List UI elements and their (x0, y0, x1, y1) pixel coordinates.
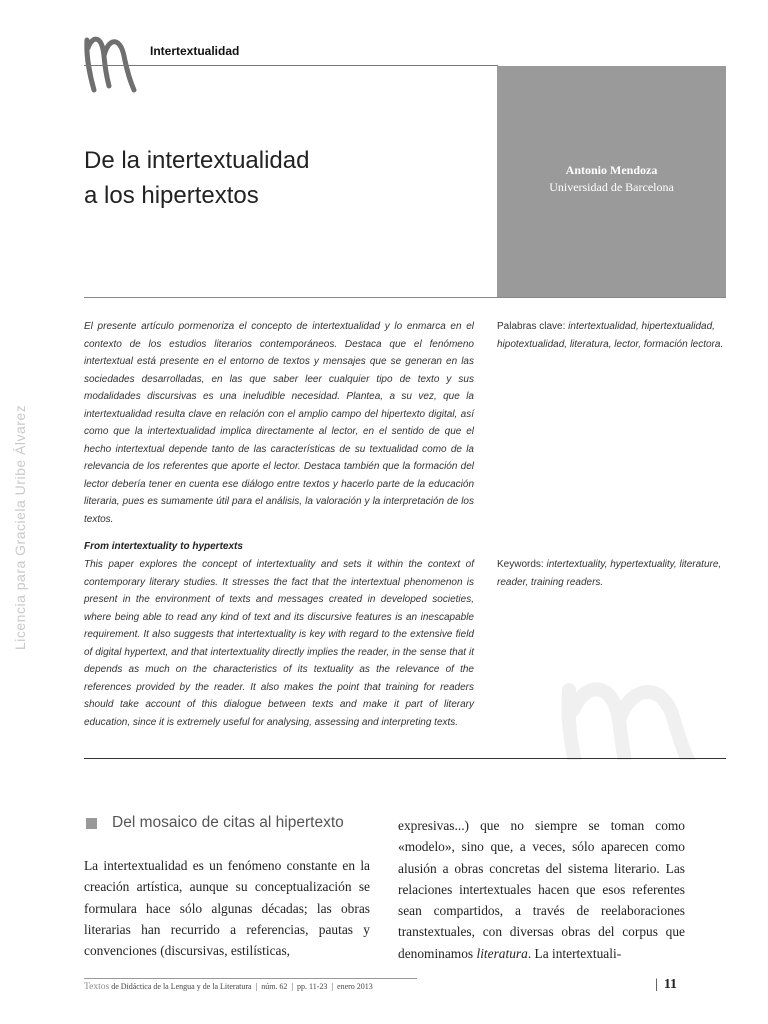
journal-name: Textos (84, 982, 110, 992)
keywords-terms: intertextualidad, hipertextualidad, hipotextualidad, literatura, lector, formación lectora. (497, 321, 724, 350)
abstract-rule (84, 758, 726, 759)
abstract-english: This paper explores the concept of intertextuality and sets it within the context of contemporary literary studies. It stresses the fact that the intertextual phenomenon is present in the environment of texts and messages created in developed societies, where being able to read any kind of text and its discursive features is an inescapable requirement. It also suggests that intertextuality is key with regard to the extensive field of digital hypertext, and that intertextuality directly implies the reader, in the sense that it depends as much on the characteristics of its textuality as the relevance of the references provided by the reader. It also makes the point that training for readers should take account of this dialogue between texts and make it part of literary education, since it is extremely useful for analysing, assessing and interpreting texts. (84, 559, 474, 728)
body-column-right (398, 815, 685, 964)
page-range: pp. 11-23 (297, 982, 328, 991)
abstract-spanish: El presente artículo pormenoriza el concepto de intertextualidad y lo enmarca en el contexto de los estudios literarios contemporáneos. Destaca que el fenómeno intertextual está presente en el entorno de textos y mensajes que se generan en las sociedades desarrolladas, en las que saber leer cualquier tipo de texto y sus modalidades discursivas es una ineludible necesidad. Plantea, a su vez, que la intertextualidad resulta clave en relación con el amplio campo del hipertexto digital, así como que la intertextualidad implica directamente al lector, en el sentido de que el hecho intertextual depende tanto de las características de su textualidad como de la relevancia de los referentes que aporte el lector. Destaca también que la formación del lector debería tener en cuenta ese diálogo entre textos y hacerlo parte de la educación literaria, pues es sumamente útil para el análisis, la valoración y la interpretación de los textos. (84, 321, 474, 525)
footer-sep: | (289, 982, 296, 991)
keywords-label: Palabras clave: (497, 321, 566, 332)
page-number: | 11 (655, 977, 678, 992)
author-name: Antonio Mendoza (565, 163, 658, 177)
title-line-1: De la intertextualidad (84, 147, 310, 174)
section-bullet-square (86, 818, 97, 829)
footer-sep: | (253, 982, 260, 991)
keywords-label: Keywords: (497, 559, 544, 570)
section-logo-m (80, 26, 142, 98)
keywords-english (497, 556, 726, 591)
license-watermark: Licencia para Graciela Uribe Álvarez (12, 404, 28, 650)
title-line-2: a los hipertextos (84, 182, 259, 209)
issue-number: núm. 62 (261, 982, 288, 991)
footer-rule (84, 978, 417, 979)
body-emphasis: literatura (476, 945, 528, 961)
page-number-value: 11 (663, 977, 678, 992)
abstract-english-title: From intertextuality to hypertexts (84, 541, 243, 552)
body-text-part: . La intertextuali- (527, 945, 622, 961)
author-affiliation: Universidad de Barcelona (549, 180, 674, 194)
header-rule (84, 65, 498, 66)
body-column-left: La intertextualidad es un fenómeno constante en la creación artística, aunque su conceptualización se formulara hace sólo algunas décadas; las obras literarias han recurrido a referencias, pautas y convenciones (discursivas, estilísticas, (84, 858, 370, 959)
watermark-m-logo (555, 680, 735, 760)
title-rule (84, 297, 726, 298)
keywords-terms: intertextuality, hypertextuality, literature, reader, training readers. (497, 559, 722, 588)
section-label: Intertextualidad (150, 44, 240, 58)
issue-date: enero 2013 (337, 982, 373, 991)
footer-sep: | (329, 982, 336, 991)
section-heading: Del mosaico de citas al hipertexto (112, 814, 344, 831)
journal-subtitle: de Didáctica de la Lengua y de la Literatura (111, 982, 252, 991)
body-text-part: expresivas...) que no siempre se toman como «modelo», sino que, a veces, sólo aparecen como alusión a obras concretas del sistema literario. Las relaciones intertextuales hacen que esos referentes sean compartidos, a través de reelaboraciones transtextuales, con diversas obras del corpus que denominamos (398, 818, 685, 961)
footer-citation (84, 982, 373, 992)
article-title (84, 143, 309, 213)
keywords-spanish (497, 318, 726, 353)
